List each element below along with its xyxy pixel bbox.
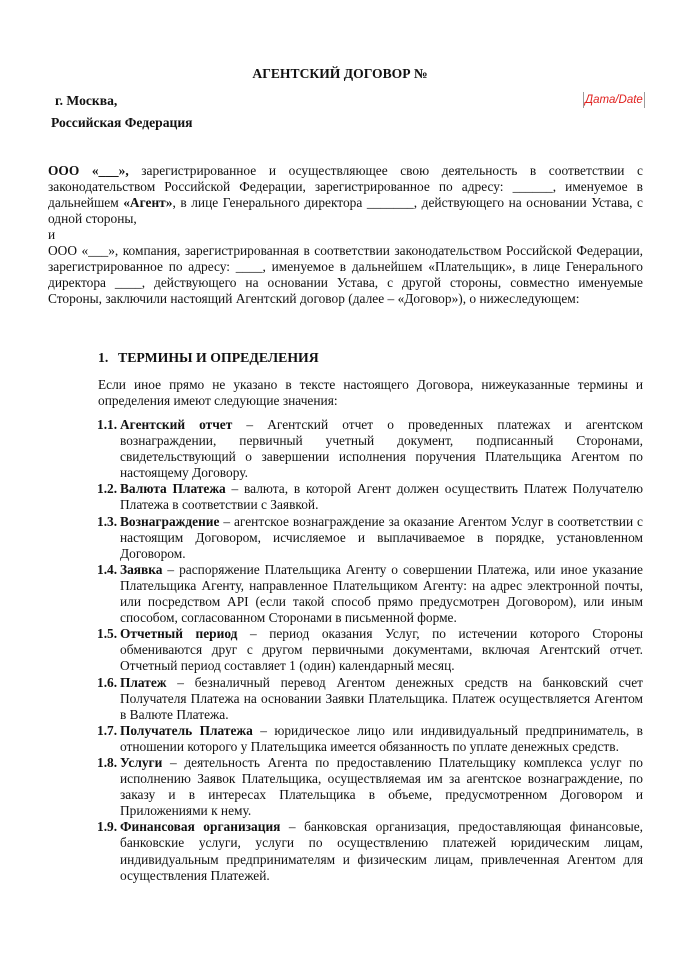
party1-role: «Агент»	[123, 195, 173, 211]
term-title: Финансовая организация	[120, 819, 281, 835]
term-title: Агентский отчет	[120, 417, 233, 432]
date-placeholder-field[interactable]: Дата/Date	[585, 94, 643, 106]
term-number: 1.7.	[97, 722, 118, 738]
term-title: Вознаграждение	[120, 513, 220, 529]
term-item	[97, 675, 643, 723]
term-definition: – период оказания Услуг, по истечении которого Стороны обмениваются друг с другом первичными документами, включая Агентский отчет. Отчетный период составляет 1 (один) календарный месяц.	[120, 626, 643, 674]
term-item	[97, 514, 643, 562]
party1-name: ООО «___»,	[48, 163, 129, 178]
term-definition: – агентское вознаграждение за оказание Агентом Услуг в соответствии с настоящим Договором, исчисляемое и выплачиваемое в порядке, установленном Договором.	[120, 513, 643, 561]
party1-paragraph	[48, 163, 643, 227]
term-title: Отчетный период	[120, 626, 238, 642]
term-item	[97, 626, 643, 674]
term-number: 1.3.	[97, 513, 118, 529]
term-title: Заявка	[120, 561, 163, 577]
party1-text-a: зарегистрированное и осуществляющее свою деятельность в соответствии с законодательством Российской Федерации, зарегистрированное по адресу: ______, именуемое в дальнейшем	[48, 163, 644, 211]
term-item	[97, 481, 643, 513]
document-title: АГЕНТСКИЙ ДОГОВОР №	[252, 66, 428, 81]
term-number: 1.9.	[97, 819, 118, 835]
section-1-intro: Если иное прямо не указано в тексте настоящего Договора, нижеуказанные термины и определения имеют следующие значения:	[98, 377, 643, 409]
party1-text-b: , в лице Генерального директора _______, действующего на основании Устава, с одной стороны,	[48, 195, 643, 227]
term-item	[97, 819, 643, 883]
term-item	[97, 723, 643, 755]
city-label: г. Москва,	[55, 93, 118, 108]
term-number: 1.1.	[97, 417, 118, 432]
term-definition: – деятельность Агента по предоставлению Плательщику комплекса услуг по исполнению Заявок Плательщика, осуществляемая им за агентское вознаграждение, по заказу и в интересах Плательщика в объеме, предусмотренном Договором и Приложениями к нему.	[120, 754, 643, 819]
conjunction: и	[48, 227, 56, 242]
term-title: Валюта Платежа	[120, 481, 226, 497]
term-item	[97, 755, 643, 819]
term-definition: – юридическое лицо или индивидуальный предприниматель, в отношении которого у Плательщика имеется обязанность по уплате денежных средств.	[120, 722, 643, 754]
country-label: Российская Федерация	[51, 115, 193, 130]
term-title: Платеж	[120, 674, 167, 690]
term-definition: – распоряжение Плательщика Агенту о совершении Платежа, или иное указание Плательщика Агенту, направленное Плательщиком Агенту: на адрес электронной почты, или посредством API (если такой способ прямо предусмотрен Договором), или иным способом, согласованном Сторонами в письменной форме.	[120, 561, 643, 626]
term-definition: – безналичный перевод Агентом денежных средств на банковский счет Получателя Платежа на основании Заявки Плательщика. Платеж осуществляется Агентом в Валюте Платежа.	[120, 674, 643, 722]
section-1-number: 1.	[98, 350, 109, 365]
terms-list	[97, 417, 643, 884]
term-item	[97, 417, 643, 481]
term-definition: – Агентский отчет о проведенных платежах и агентском вознаграждении, первичный учетный документ, подписанный Сторонами, свидетельствующий о завершении исполнения поручения Плательщика Агентом по настоящему Договору.	[120, 417, 643, 481]
party2-paragraph: ООО «___», компания, зарегистрированная в соответствии законодательством Российской Федерации, зарегистрированное по адресу: ____, именуемое в дальнейшем «Плательщик», в лице Генерального директора ____, действующего на основании Устава, с другой стороны, совместно именуемые Стороны, заключили настоящий Агентский договор (далее – «Договор»), о нижеследующем:	[48, 243, 643, 307]
term-number: 1.4.	[97, 561, 118, 577]
section-1-title: ТЕРМИНЫ И ОПРЕДЕЛЕНИЯ	[118, 350, 319, 365]
term-number: 1.5.	[97, 626, 118, 642]
term-number: 1.8.	[97, 754, 118, 770]
term-number: 1.6.	[97, 674, 118, 690]
term-title: Услуги	[120, 754, 163, 770]
term-definition: – банковская организация, предоставляющая финансовые, банковские услуги, услуги по осуществлению платежей юридическим лицам, индивидуальным предпринимателям и физическим лицам, привлеченная Агентом для осуществления Платежей.	[120, 819, 643, 883]
term-definition: – валюта, в которой Агент должен осуществить Платеж Получателю Платежа в соответствии с Заявкой.	[120, 481, 643, 513]
term-number: 1.2.	[97, 481, 118, 497]
section-1-heading	[98, 350, 319, 366]
term-item	[97, 562, 643, 626]
term-title: Получатель Платежа	[120, 722, 253, 738]
